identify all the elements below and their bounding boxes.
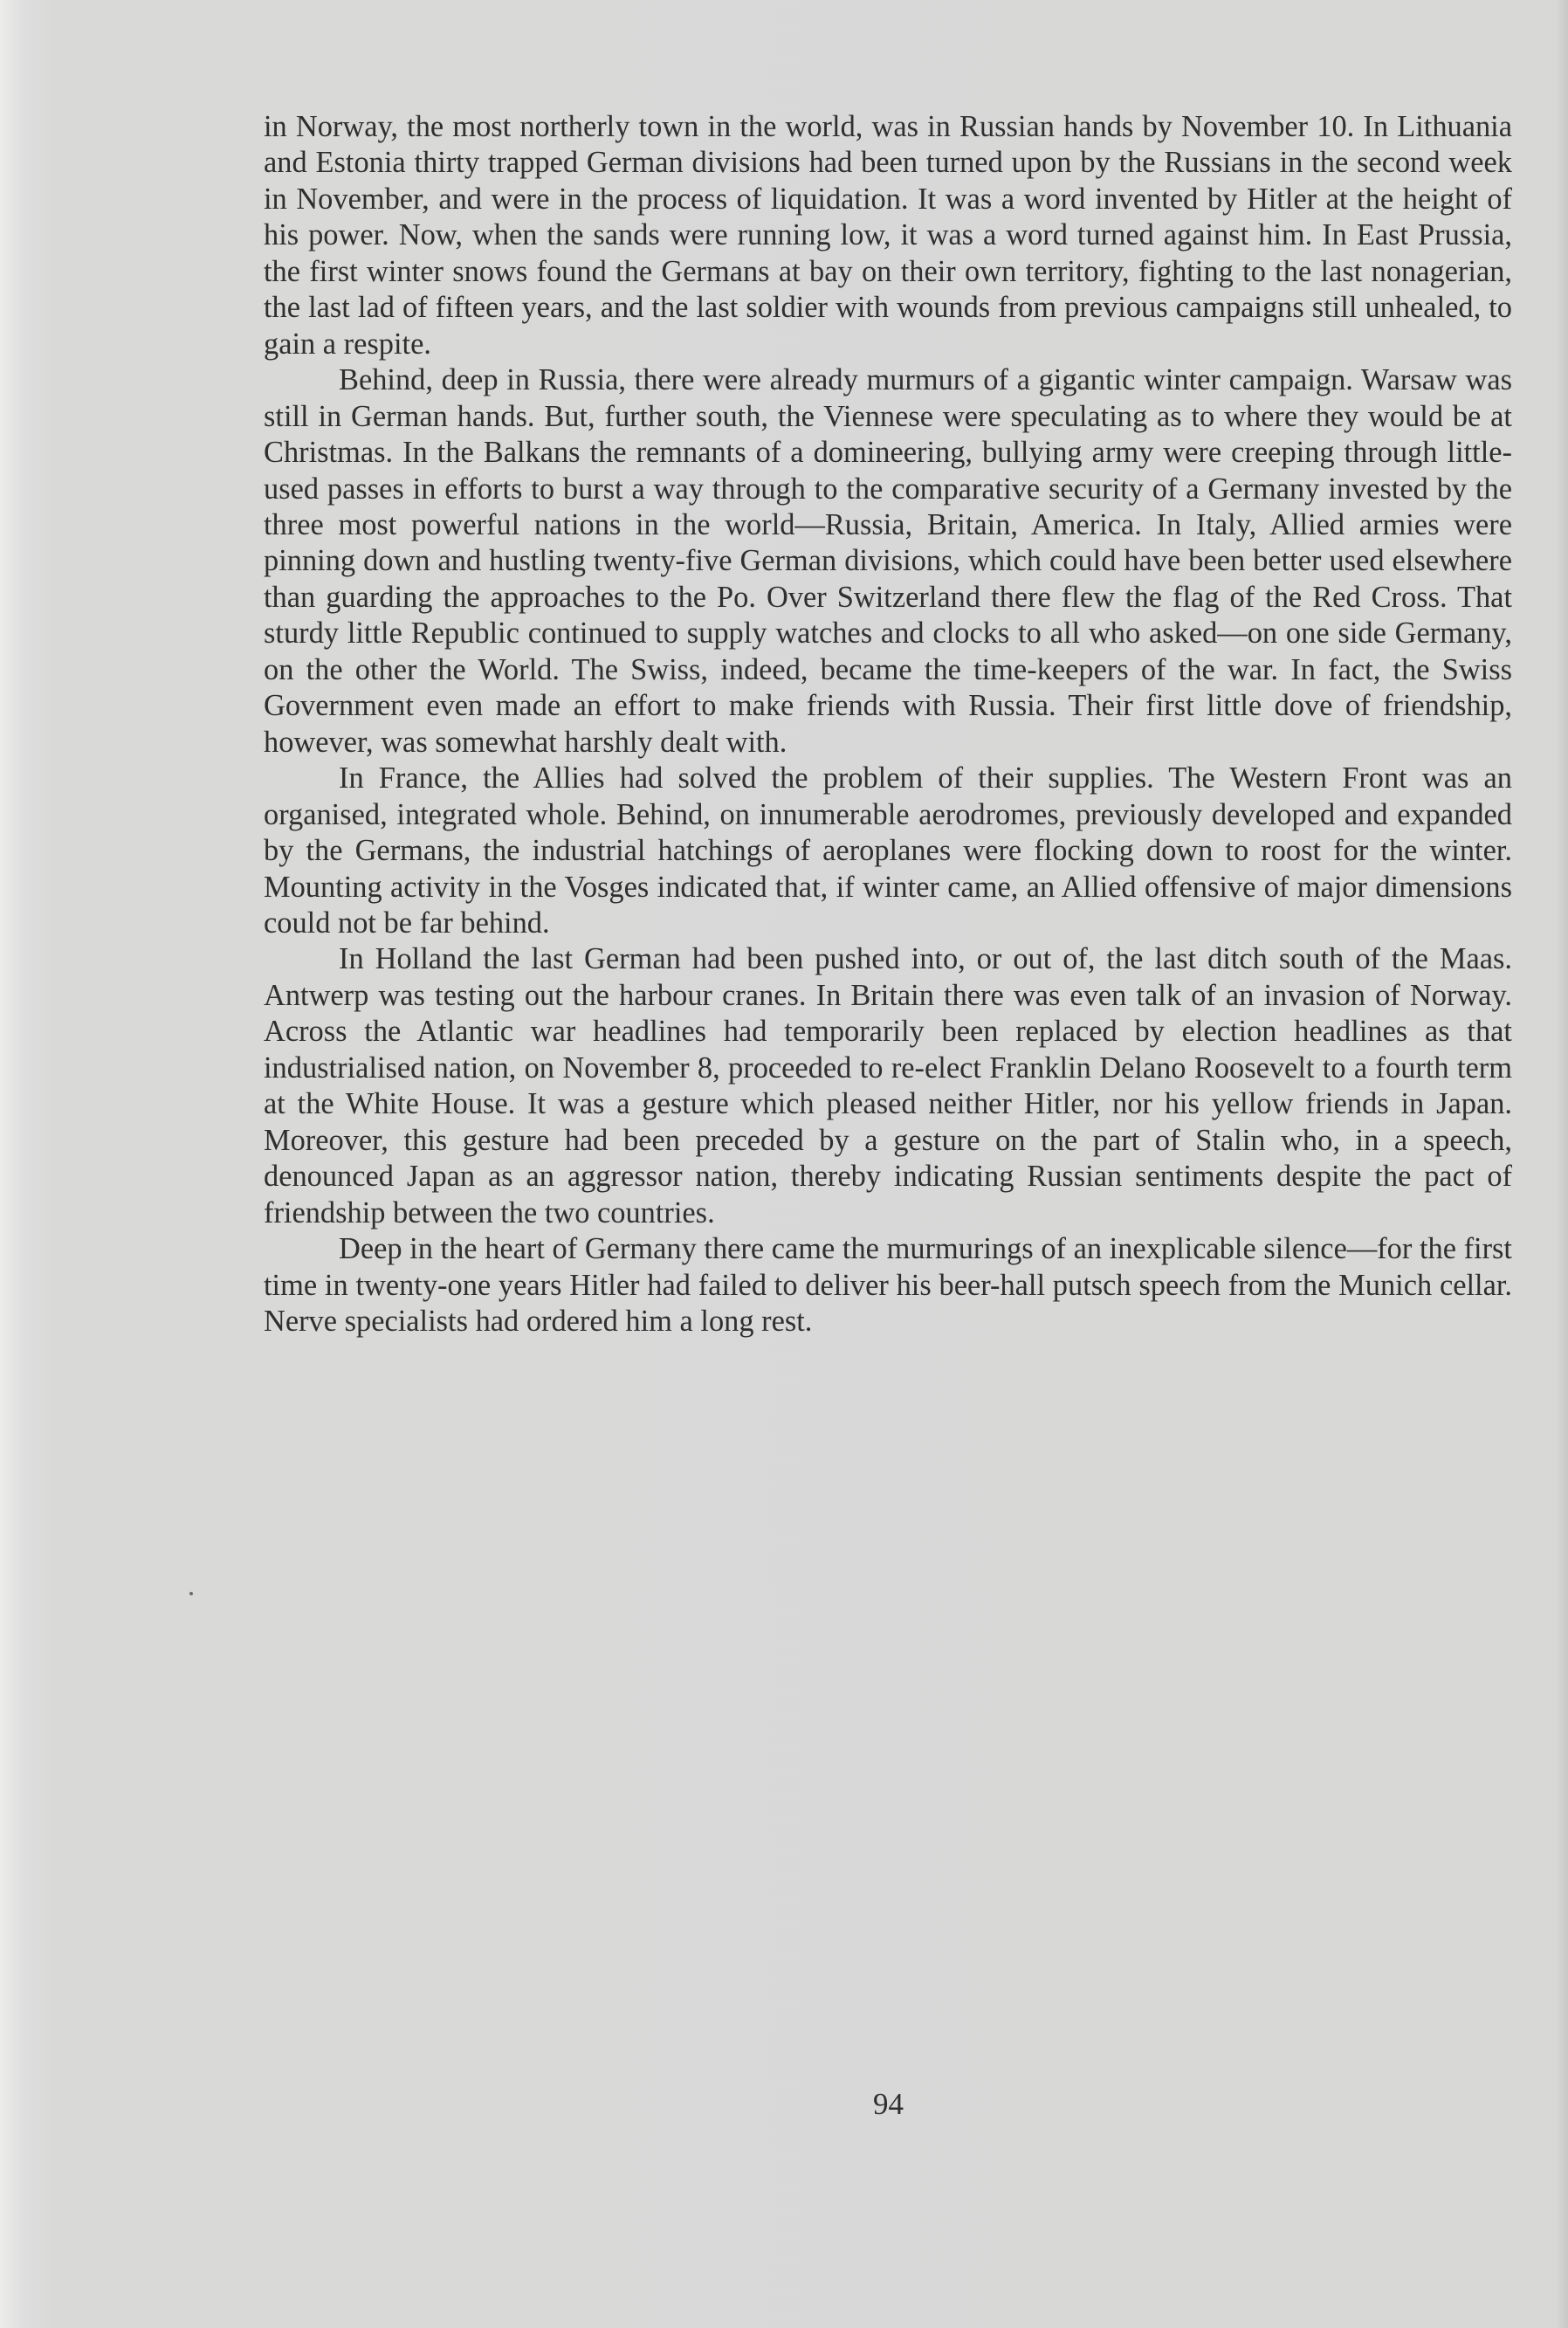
page-edge-shadow: [1556, 0, 1568, 2328]
print-speck: [189, 1592, 193, 1595]
paragraph-3: In France, the Allies had solved the problem of their supplies. The Western Front was an organised, integrated whole. Behind, on innumerable aerodromes, previously developed and expanded by the Germans, the industrial hatchings of aeroplanes were flocking down to roost for the winter. Mounting activity in the Vosges indicated that, if winter came, an Allied offensive of major dimensions could not be far behind.: [264, 761, 1512, 940]
paragraph-4: In Holland the last German had been pushed into, or out of, the last ditch south of the Maas. Antwerp was testing out the harbour cranes. In Britain there was even talk of an invasion of Norway. Across the Atlantic war headlines had temporarily been replaced by election headlines as that industrialised nation, on November 8, proceeded to re-elect Franklin Delano Roosevelt to a fourth term at the White House. It was a gesture which pleased neither Hitler, nor his yellow friends in Japan. Moreover, this gesture had been preceded by a gesture on the part of Stalin who, in a speech, denounced Japan as an aggressor nation, thereby indicating Russian sentiments despite the pact of friendship between the two countries.: [264, 942, 1512, 1229]
body-text: [264, 109, 1512, 1340]
page-number: 94: [873, 2087, 904, 2121]
paragraph-2: Behind, deep in Russia, there were already murmurs of a gigantic winter campaign. Warsaw was still in German hands. But, further south, the Viennese were speculating as to where they would be at Christmas. In the Balkans the remnants of a domineering, bullying army were creeping through little-used passes in efforts to burst a way through to the comparative security of a Germany invested by the three most powerful nations in the world—Russia, Britain, America. In Italy, Allied armies were pinning down and hustling twenty-five German divisions, which could have been better used elsewhere than guarding the approaches to the Po. Over Switzerland there flew the flag of the Red Cross. That sturdy little Republic continued to supply watches and clocks to all who asked—on one side Germany, on the other the World. The Swiss, indeed, became the time-keepers of the war. In fact, the Swiss Government even made an effort to make friends with Russia. Their first little dove of friendship, however, was somewhat harshly dealt with.: [264, 363, 1512, 759]
paragraph-1: in Norway, the most northerly town in the world, was in Russian hands by November 10. In Lithuania and Estonia thirty trapped German divisions had been turned upon by the Russians in the second week in November, and were in the process of liquidation. It was a word invented by Hitler at the height of his power. Now, when the sands were running low, it was a word turned against him. In East Prussia, the first winter snows found the Germans at bay on their own territory, fighting to the last nonagerian, the last lad of fifteen years, and the last soldier with wounds from previous campaigns still unhealed, to gain a respite.: [264, 110, 1512, 361]
paragraph-5: Deep in the heart of Germany there came the murmurings of an inexplicable silence—for the first time in twenty-one years Hitler had failed to deliver his beer-hall putsch speech from the Munich cellar. Nerve specialists had ordered him a long rest.: [264, 1232, 1512, 1338]
